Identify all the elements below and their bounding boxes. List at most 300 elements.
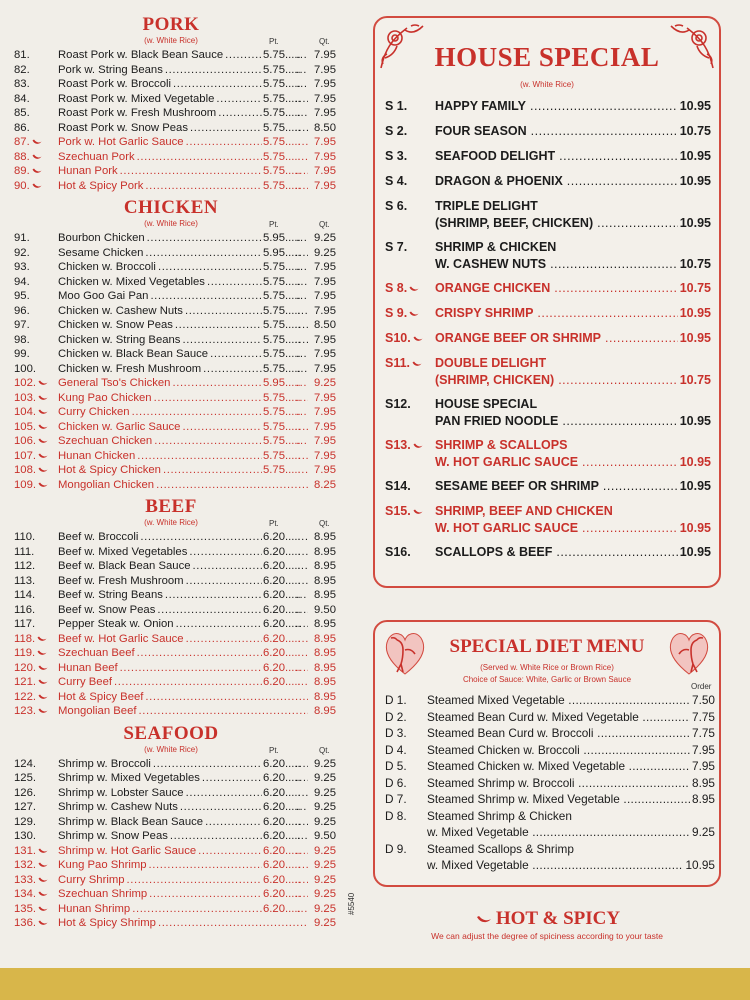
- item-number: 111.: [14, 545, 35, 558]
- menu-item-row: [6, 771, 336, 786]
- menu-item-row: [6, 347, 336, 362]
- item-price: 10.95: [679, 306, 711, 320]
- item-code: D 3.: [385, 726, 407, 740]
- pint-price: 6.20.....: [263, 772, 301, 784]
- item-name: SHRIMP & SCALLOPS: [435, 438, 568, 452]
- item-number: 112.: [14, 560, 36, 572]
- item-name: Pepper Steak w. Onion: [58, 618, 174, 630]
- diet-menu-item: [385, 692, 715, 709]
- item-code: S 9.: [385, 305, 437, 322]
- item-name: ORANGE CHICKEN .....: [435, 280, 711, 297]
- house-special-item: [385, 544, 711, 561]
- house-special-item: [385, 280, 711, 297]
- chili-pepper-icon: [413, 443, 423, 449]
- item-number: 89.: [14, 164, 52, 179]
- item-name: Kung Pao Chicken: [58, 391, 152, 404]
- pint-price: 5.75.....: [263, 348, 301, 360]
- item-name: Chicken w. Cashew Nuts: [58, 304, 183, 317]
- item-number: 110.: [14, 531, 36, 543]
- item-number: 85.: [14, 107, 30, 119]
- diet-menu-item: [385, 725, 715, 742]
- item-name: ORANGE BEEF OR SHRIMP .....: [435, 330, 711, 347]
- item-name: DRAGON & PHOENIX .....: [435, 173, 711, 190]
- special-diet-box: [373, 620, 721, 887]
- chili-pepper-icon: [38, 453, 48, 459]
- item-code: D 1.: [385, 693, 407, 707]
- pint-price: 6.20.....: [263, 574, 301, 587]
- menu-item-row: [6, 289, 336, 304]
- special-diet-rice-note: (Served w. White Rice or Brown Rice): [480, 663, 614, 672]
- item-number: 123.: [14, 704, 52, 719]
- menu-item-row: [6, 916, 336, 931]
- item-name: Beef w. Hot Garlic Sauce: [58, 632, 184, 645]
- pint-price: 6.20.....: [263, 873, 301, 886]
- item-number: 102.: [14, 376, 52, 391]
- pint-price: 6.20.....: [263, 888, 301, 900]
- item-name: Beef w. Fresh Mushroom: [58, 574, 184, 587]
- item-name: General Tso's Chicken: [58, 377, 171, 389]
- item-code: S13.: [385, 437, 437, 454]
- quart-price: 7.95: [308, 48, 336, 63]
- item-description: [435, 239, 711, 273]
- item-price: 7.95: [692, 742, 715, 757]
- item-price: 7.50: [692, 693, 715, 707]
- item-number: 122.: [14, 690, 52, 705]
- item-name: Roast Pork w. Mixed Vegetable: [58, 92, 215, 105]
- item-code: S 7.: [385, 240, 408, 254]
- house-special-item: [385, 478, 711, 495]
- quart-price: 9.25: [308, 231, 336, 246]
- menu-item-row: [6, 646, 336, 661]
- item-name: Hunan Shrimp: [58, 902, 131, 915]
- section-header: [6, 36, 336, 48]
- menu-item-row: [6, 304, 336, 319]
- item-name: Shrimp w. Hot Garlic Sauce: [58, 844, 197, 857]
- chili-pepper-icon: [413, 336, 423, 342]
- menu-item-row: [6, 135, 336, 150]
- chili-pepper-icon: [32, 154, 42, 160]
- pint-price: 5.75.....: [263, 333, 301, 346]
- quart-price: 9.25: [308, 844, 336, 859]
- pint-price: 5.75.....: [263, 435, 301, 447]
- menu-item-row: [6, 333, 336, 348]
- item-description: [435, 148, 711, 165]
- item-name: Kung Pao Shrimp: [58, 859, 147, 871]
- item-number: 124.: [14, 757, 36, 770]
- pint-price: 6.20.....: [263, 531, 301, 543]
- menu-item-row: [6, 77, 336, 92]
- chili-pepper-icon: [476, 915, 492, 924]
- chili-pepper-icon: [38, 409, 48, 415]
- chili-pepper-icon: [38, 679, 48, 685]
- menu-item-row: [6, 449, 336, 464]
- item-description: [427, 758, 715, 775]
- item-price: 10.95: [679, 414, 711, 428]
- item-name: DOUBLE DELIGHT: [435, 356, 547, 370]
- quart-price: 9.25: [308, 887, 336, 902]
- chili-pepper-icon: [38, 482, 48, 488]
- item-number: 135.: [14, 902, 52, 917]
- chili-pepper-icon: [38, 424, 48, 430]
- item-number: 118.: [14, 632, 52, 647]
- item-name: Steamed Scallops & Shrimp: [427, 841, 574, 856]
- house-special-item: [385, 437, 711, 471]
- item-name-line2: W. HOT GARLIC SAUCE .....: [435, 454, 711, 471]
- item-name-leader: [58, 704, 308, 719]
- item-name: Beef w. Snow Peas: [58, 603, 156, 616]
- item-name: Szechuan Pork: [58, 150, 135, 163]
- menu-item-row: [6, 260, 336, 275]
- quart-price: 8.50: [308, 318, 336, 333]
- pint-price: 5.95.....: [263, 246, 301, 259]
- pint-price: 5.75.....: [263, 391, 301, 404]
- pint-price: 6.20.....: [263, 632, 301, 645]
- order-column-header: Order: [691, 682, 712, 691]
- chili-pepper-icon: [38, 467, 48, 473]
- pint-price: 6.20.....: [263, 560, 301, 572]
- menu-item-row: [6, 690, 336, 705]
- menu-item-row: [6, 588, 336, 603]
- item-number: 107.: [14, 449, 52, 464]
- pint-price: 5.75.....: [263, 261, 301, 273]
- house-special-item: [385, 123, 711, 140]
- pint-header: Pt.: [269, 745, 279, 755]
- item-number: 100.: [14, 362, 36, 375]
- item-number: 104.: [14, 405, 52, 420]
- quart-price: 9.25: [308, 902, 336, 917]
- quart-price: 9.50: [308, 829, 336, 844]
- pint-price: 6.20.....: [263, 902, 301, 915]
- special-diet-title: SPECIAL DIET MENU: [449, 636, 645, 657]
- quart-price: 8.95: [308, 530, 336, 545]
- item-name: SCALLOPS & BEEF .....: [435, 544, 711, 561]
- item-number: 131.: [14, 844, 52, 859]
- chili-pepper-icon: [37, 636, 47, 642]
- menu-item-row: [6, 275, 336, 290]
- quart-price: 7.95: [308, 463, 336, 478]
- chili-pepper-icon: [413, 509, 423, 515]
- item-name: Chicken w. Broccoli: [58, 261, 156, 273]
- item-name: Szechuan Chicken: [58, 435, 153, 447]
- item-description: [427, 725, 715, 742]
- pint-price: 6.20.....: [263, 589, 301, 601]
- menu-item-row: [6, 420, 336, 435]
- item-name: Hot & Spicy Pork: [58, 179, 144, 192]
- pint-price: 5.75.....: [263, 275, 301, 288]
- house-special-item: [385, 355, 711, 389]
- item-name: SESAME BEEF OR SHRIMP .....: [435, 478, 711, 495]
- menu-item-row: [6, 902, 336, 917]
- item-number: 103.: [14, 391, 52, 406]
- house-special-item: [385, 503, 711, 537]
- item-number: 95.: [14, 290, 30, 302]
- house-special-box: [373, 16, 721, 588]
- item-code: S16.: [385, 545, 411, 559]
- item-description: [427, 841, 715, 874]
- quart-price: 9.25: [308, 916, 336, 931]
- item-name: Steamed Bean Curd w. Mixed Vegetable .....: [427, 709, 715, 726]
- item-description: [435, 305, 711, 322]
- item-number: 114.: [14, 589, 36, 601]
- item-number: 125.: [14, 772, 36, 784]
- menu-item-row: [6, 246, 336, 261]
- section-title: BEEF: [145, 496, 197, 517]
- pint-price: 5.75.....: [263, 179, 301, 192]
- item-code: S12.: [385, 397, 411, 411]
- item-number: 99.: [14, 348, 30, 360]
- item-number: 109.: [14, 478, 52, 493]
- chili-pepper-icon: [38, 848, 48, 854]
- item-number: 106.: [14, 434, 52, 449]
- item-code: D 4.: [385, 742, 407, 757]
- pint-price: 5.75.....: [263, 63, 301, 76]
- item-name: Chicken w. String Beans: [58, 333, 181, 346]
- item-name: Hot & Spicy Chicken: [58, 464, 161, 476]
- pint-price: 5.95.....: [263, 377, 301, 389]
- item-code: S10.: [385, 330, 437, 347]
- diet-menu-item: [385, 791, 715, 808]
- item-price: 10.95: [679, 174, 711, 188]
- pint-price: 5.75.....: [263, 290, 301, 302]
- quart-price: 9.25: [308, 815, 336, 830]
- item-number: 134.: [14, 887, 52, 902]
- menu-item-row: [6, 391, 336, 406]
- chili-pepper-icon: [38, 862, 48, 868]
- item-price: 10.95: [685, 858, 715, 872]
- item-number: 120.: [14, 661, 52, 676]
- item-name: Chicken w. Mixed Vegetables: [58, 275, 205, 288]
- item-name: Curry Beef: [58, 676, 112, 688]
- item-price: 10.95: [679, 479, 711, 493]
- pint-price: 5.75.....: [263, 319, 301, 331]
- item-number: 93.: [14, 261, 30, 273]
- item-number: 121.: [14, 675, 52, 690]
- quart-header: Qt.: [319, 37, 330, 46]
- item-price: 7.75: [692, 709, 715, 724]
- pint-price: 5.95.....: [263, 232, 301, 244]
- menu-item-row: [6, 574, 336, 589]
- item-number: 129.: [14, 815, 36, 828]
- item-name: Shrimp w. Cashew Nuts: [58, 801, 178, 813]
- item-description: [435, 280, 711, 297]
- quart-price: 7.95: [308, 150, 336, 165]
- item-name-line2: W. HOT GARLIC SAUCE .....: [435, 520, 711, 537]
- item-description: [435, 123, 711, 140]
- item-name: Sesame Chicken: [58, 246, 144, 259]
- item-number: 136.: [14, 916, 52, 931]
- pint-price: 5.75.....: [263, 362, 301, 375]
- item-code: S 8.: [385, 280, 437, 297]
- house-special-item: [385, 305, 711, 322]
- item-name: Steamed Bean Curd w. Broccoli .....: [427, 725, 715, 742]
- item-price: 10.95: [679, 455, 711, 469]
- quart-price: 7.95: [308, 333, 336, 348]
- item-name: Shrimp w. Snow Peas: [58, 830, 168, 842]
- quart-price: 7.95: [308, 63, 336, 78]
- item-name: Beef w. String Beans: [58, 589, 163, 601]
- menu-item-row: [6, 121, 336, 136]
- section-beef: [6, 496, 336, 719]
- menu-item-row: [6, 150, 336, 165]
- print-code: #5540: [347, 892, 356, 915]
- chili-pepper-icon: [38, 438, 48, 444]
- section-pork: [6, 14, 336, 193]
- diet-menu-item: [385, 742, 715, 759]
- pint-price: 5.75.....: [263, 420, 301, 433]
- quart-price: 9.25: [308, 771, 336, 786]
- item-name: SEAFOOD DELIGHT .....: [435, 148, 711, 165]
- menu-item-row: [6, 231, 336, 246]
- item-price: 10.75: [679, 257, 711, 271]
- pint-price: 5.75.....: [263, 92, 301, 105]
- menu-item-row: [6, 545, 336, 560]
- pint-price: 5.75.....: [263, 136, 301, 148]
- house-special-item: [385, 148, 711, 165]
- item-price: 8.95: [692, 775, 715, 790]
- item-name: Chicken w. Snow Peas: [58, 319, 173, 331]
- item-number: 94.: [14, 275, 30, 288]
- quart-price: 7.95: [308, 289, 336, 304]
- house-special-item: [385, 98, 711, 115]
- item-number: 97.: [14, 319, 30, 331]
- item-name: Roast Pork w. Fresh Mushroom: [58, 107, 217, 119]
- quart-price: 9.25: [308, 873, 336, 888]
- item-number: 86.: [14, 121, 30, 134]
- item-name: Steamed Chicken w. Mixed Vegetable .....: [427, 758, 715, 775]
- pint-header: Pt.: [269, 220, 279, 229]
- quart-price: 7.95: [308, 92, 336, 107]
- item-name: Pork w. String Beans: [58, 63, 163, 76]
- item-price: 9.25: [692, 825, 715, 839]
- item-description: [435, 544, 711, 561]
- item-number: 91.: [14, 232, 30, 244]
- diet-menu-item: [385, 808, 715, 841]
- item-number: 98.: [14, 333, 30, 346]
- table-edge: [0, 968, 750, 1000]
- item-name-leader: [58, 916, 308, 931]
- pint-price: 6.20.....: [263, 647, 301, 659]
- quart-price: 7.95: [308, 420, 336, 435]
- menu-item-row: [6, 179, 336, 194]
- item-name-line2: w. Mixed Vegetable .....: [427, 857, 715, 874]
- menu-item-row: [6, 858, 336, 873]
- item-number: 92.: [14, 246, 30, 259]
- item-code: D 9.: [385, 841, 407, 856]
- item-name: Mongolian Chicken: [58, 478, 155, 491]
- item-name: Chicken w. Fresh Mushroom: [58, 362, 202, 375]
- pint-price: 6.20.....: [263, 603, 301, 616]
- item-description: [435, 330, 711, 347]
- item-name: Beef w. Mixed Vegetables: [58, 545, 188, 558]
- pint-header: Pt.: [269, 37, 279, 46]
- house-special-item: [385, 198, 711, 232]
- house-special-note: (w. White Rice): [520, 80, 574, 89]
- item-number: 83.: [14, 78, 30, 90]
- item-price: 8.95: [692, 792, 715, 806]
- item-number: 87.: [14, 135, 52, 150]
- hot-spicy-title: HOT & SPICY: [495, 908, 621, 929]
- section-seafood: [6, 723, 336, 931]
- quart-price: 8.25: [308, 478, 336, 493]
- chili-pepper-icon: [409, 286, 419, 292]
- pint-price: 6.20.....: [263, 661, 301, 674]
- pint-price: 6.20.....: [263, 786, 301, 799]
- item-price: 7.95: [692, 759, 715, 773]
- item-number: 126.: [14, 786, 36, 799]
- chili-pepper-icon: [38, 891, 48, 897]
- item-name: Hot & Spicy Beef: [58, 690, 144, 703]
- quart-price: 7.95: [308, 405, 336, 420]
- quart-price: 8.95: [308, 574, 336, 589]
- item-name: CRISPY SHRIMP .....: [435, 305, 711, 322]
- pint-price: 6.20.....: [263, 757, 301, 770]
- quart-price: 7.95: [308, 77, 336, 92]
- item-name-line2: w. Mixed Vegetable .....: [427, 824, 715, 841]
- item-name: HOUSE SPECIAL: [435, 397, 538, 411]
- item-code: S11.: [385, 355, 437, 372]
- quart-price: 9.25: [308, 376, 336, 391]
- quart-price: 9.25: [308, 800, 336, 815]
- chili-pepper-icon: [32, 168, 42, 174]
- item-name: Bourbon Chicken: [58, 232, 145, 244]
- item-name: Roast Pork w. Black Bean Sauce: [58, 49, 224, 61]
- menu-item-row: [6, 92, 336, 107]
- section-title: PORK: [142, 14, 200, 35]
- item-number: 88.: [14, 150, 52, 165]
- house-special-item: [385, 396, 711, 430]
- item-name: Szechuan Beef: [58, 647, 135, 659]
- quart-price: 7.95: [308, 179, 336, 194]
- menu-item-row: [6, 603, 336, 618]
- quart-price: 7.95: [308, 362, 336, 377]
- quart-header: Qt.: [319, 220, 330, 229]
- section-note: (w. White Rice): [144, 219, 198, 228]
- quart-header: Qt.: [319, 519, 330, 528]
- house-special-item: [385, 330, 711, 347]
- item-name: Steamed Mixed Vegetable .....: [427, 692, 715, 709]
- item-price: 10.75: [679, 124, 711, 138]
- chili-pepper-icon: [409, 311, 419, 317]
- item-description: [427, 808, 715, 841]
- section-chicken: [6, 197, 336, 492]
- diet-menu-item: [385, 841, 715, 874]
- diet-menu-item: [385, 775, 715, 792]
- section-note: (w. White Rice): [144, 744, 198, 754]
- item-code: S 4.: [385, 174, 408, 188]
- pint-price: 6.20.....: [263, 830, 301, 842]
- quart-header: Qt.: [319, 745, 330, 755]
- quart-price: 8.95: [308, 646, 336, 661]
- item-number: 132.: [14, 858, 52, 873]
- pint-price: 5.75.....: [263, 449, 301, 462]
- quart-price: 7.95: [308, 275, 336, 290]
- chili-pepper-icon: [38, 380, 48, 386]
- chili-pepper-icon: [32, 139, 42, 145]
- item-number: 105.: [14, 420, 52, 435]
- item-code: S14.: [385, 479, 411, 493]
- section-header: [6, 518, 336, 530]
- menu-item-row: [6, 617, 336, 632]
- menu-item-row: [6, 318, 336, 333]
- menu-item-row: [6, 559, 336, 574]
- quart-price: 7.95: [308, 391, 336, 406]
- menu-item-row: [6, 463, 336, 478]
- left-column: [6, 14, 336, 935]
- item-description: [435, 437, 711, 471]
- section-header: [6, 219, 336, 231]
- pint-price: 6.20.....: [263, 859, 301, 871]
- item-code: S15.: [385, 503, 437, 520]
